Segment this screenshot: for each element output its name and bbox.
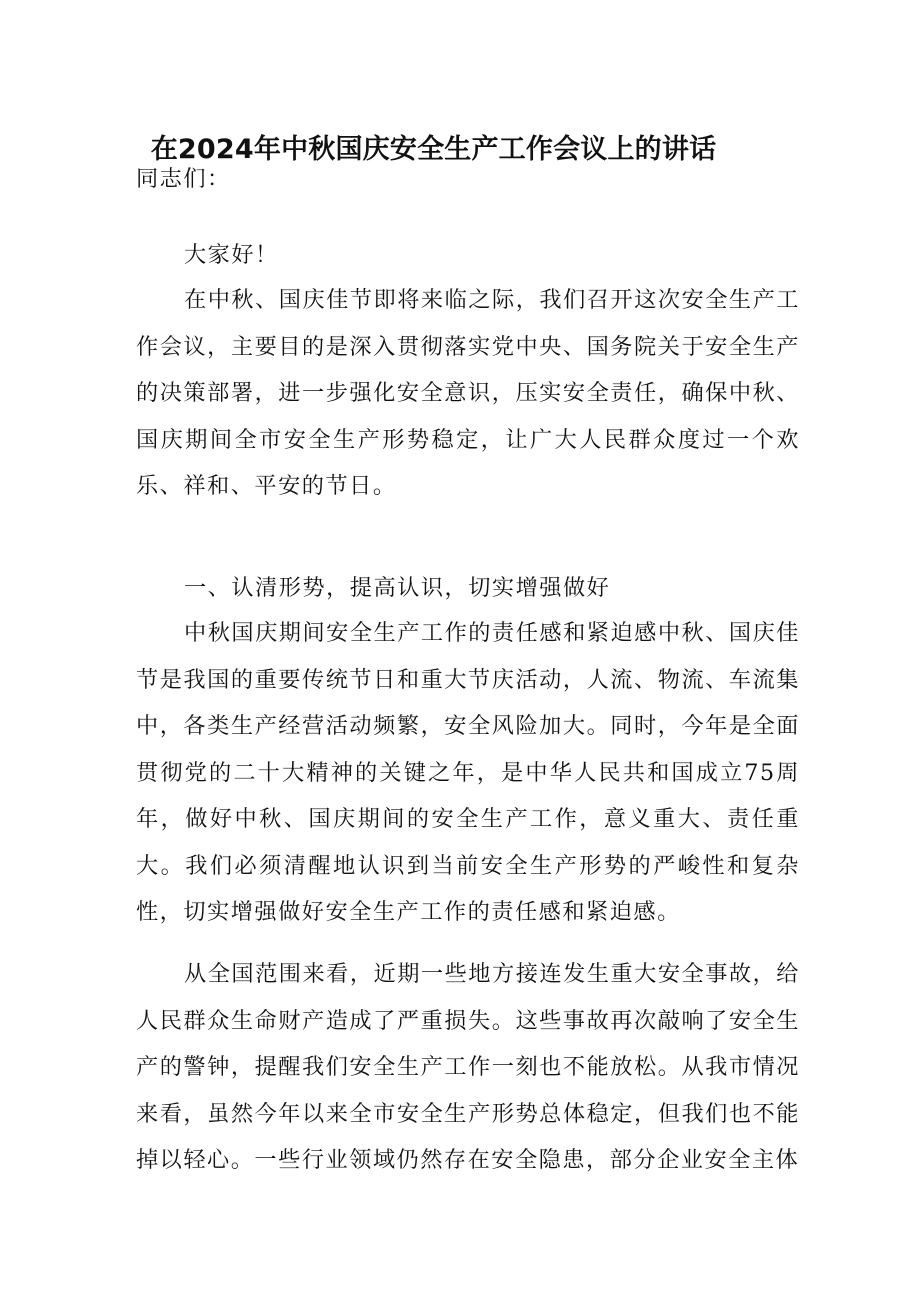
salutation: 同志们：	[136, 166, 231, 192]
document-title: 在2024年中秋国庆安全生产工作会议上的讲话	[150, 134, 717, 166]
opening-paragraph: 在中秋、国庆佳节即将来临之际，我们召开这次安全生产工作会议，主要目的是深入贯彻落实党中央、国务院关于安全生产的决策部署，进一步强化安全意识，压实安全责任，确保中秋、国庆期间全市安全生产形势稳定，让广大人民群众度过一个欢乐、祥和、平安的节日。	[136, 287, 800, 499]
section-heading-1: 一、认清形势，提高认识，切实增强做好	[184, 575, 611, 601]
section-1-paragraph-2: 从全国范围来看，近期一些地方接连发生重大安全事故，给人民群众生命财产造成了严重损失。这些事故再次敲响了安全生产的警钟，提醒我们安全生产工作一刻也不能放松。从我市情况来看，虽然今年以来全市安全生产形势总体稳定，但我们也不能掉以轻心。一些行业领域仍然存在安全隐患，部分企业安全主体	[136, 961, 800, 1173]
section-1-paragraph-1: 中秋国庆期间安全生产工作的责任感和紧迫感中秋、国庆佳节是我国的重要传统节日和重大节庆活动，人流、物流、车流集中，各类生产经营活动频繁，安全风险加大。同时，今年是全面贯彻党的二十大精神的关键之年，是中华人民共和国成立75周年，做好中秋、国庆期间的安全生产工作，意义重大、责任重大。我们必须清醒地认识到当前安全生产形势的严峻性和复杂性，切实增强做好安全生产工作的责任感和紧迫感。	[136, 620, 800, 925]
greeting: 大家好！	[184, 242, 279, 268]
